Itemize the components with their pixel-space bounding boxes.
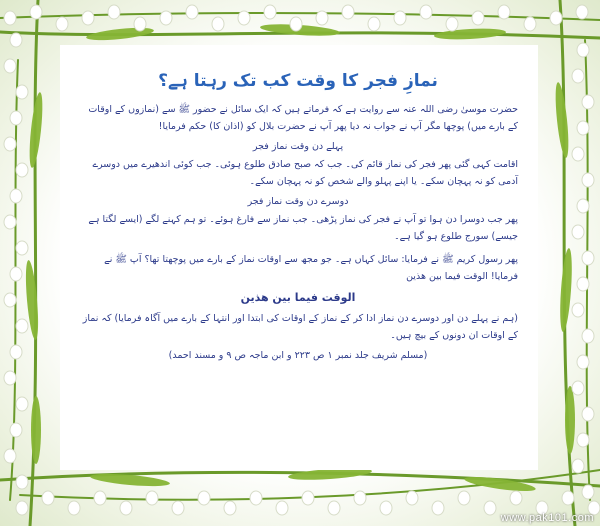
flower-bud (146, 491, 158, 505)
flower-bud (582, 407, 594, 421)
paragraph-intro: حضرت موسیٰ رضی اللہ عنہ سے روایت ہے کہ فرماتے ہیں کہ ایک سائل نے حضور ﷺ سے (نمازوں کے اوقات کے بارے میں) پوچھا مگر آپ نے جواب نہ دیا پھر آپ نے حضرت بلال کو (اذان کا) حکم فرمایا! (88, 104, 518, 132)
flower-bud (186, 5, 198, 19)
flower-bud (582, 329, 594, 343)
paragraph-second-day: پھر جب دوسرا دن ہوا تو آپ نے فجر کی نماز پڑھی۔ جب نماز سے فارغ ہوئے۔ تو ہم کہنے لگے (ایسے لگتا ہے جیسے) سورج طلوع ہو گیا ہے۔ (88, 214, 518, 242)
flower-bud (4, 137, 16, 151)
flower-bud (582, 485, 594, 499)
flower-bud (212, 17, 224, 31)
article-body (78, 70, 518, 361)
flower-bud (10, 189, 22, 203)
flower-bud (472, 11, 484, 25)
flower-bud (172, 501, 184, 515)
flower-bud (4, 449, 16, 463)
flower-bud (10, 111, 22, 125)
flower-bud (577, 433, 589, 447)
flower-bud (406, 491, 418, 505)
flower-bud (572, 147, 584, 161)
flower-bud (572, 381, 584, 395)
flower-bud (577, 277, 589, 291)
flower-bud (394, 11, 406, 25)
flower-bud (264, 5, 276, 19)
flower-bud (16, 501, 28, 515)
flower-bud (582, 95, 594, 109)
flower-bud (238, 11, 250, 25)
flower-bud (224, 501, 236, 515)
flower-bud (342, 5, 354, 19)
flower-bud (56, 17, 68, 31)
flower-bud (572, 303, 584, 317)
flower-bud (577, 355, 589, 369)
flower-bud (550, 11, 562, 25)
flower-bud (16, 475, 28, 489)
flower-bud (10, 33, 22, 47)
flower-bud (160, 11, 172, 25)
flower-bud (4, 11, 16, 25)
flower-bud (368, 17, 380, 31)
subheading-first-day: پہلے دن وقت نماز فجر (252, 141, 344, 152)
flower-bud (16, 397, 28, 411)
flower-bud (498, 5, 510, 19)
flower-bud (572, 459, 584, 473)
flower-bud (30, 5, 42, 19)
flower-bud (10, 267, 22, 281)
flower-bud (250, 491, 262, 505)
flower-bud (4, 293, 16, 307)
flower-bud (562, 491, 574, 505)
flower-bud (16, 241, 28, 255)
flower-bud (108, 5, 120, 19)
flower-bud (354, 491, 366, 505)
flower-bud (134, 17, 146, 31)
subheading-second-day: دوسرے دن وقت نماز فجر (247, 196, 349, 207)
flower-bud (316, 11, 328, 25)
site-watermark: www.pak101.com (500, 512, 594, 524)
paragraph-first-day: اقامت کہی گئی پھر فجر کی نماز قائم کی۔ جب کہ صبح صادق طلوع ہوئی۔ جب کوئی اندھیرے میں دوسرے آدمی کو نہ پہچان سکے۔ یا اپنے پہلو والے شخص کو نہ پہچان سکے۔ (92, 159, 518, 187)
flower-bud (16, 163, 28, 177)
flower-bud (582, 251, 594, 265)
flower-bud (484, 501, 496, 515)
arabic-quote: الوقت فيما بين هذين (240, 291, 356, 304)
flower-bud (198, 491, 210, 505)
flower-bud (576, 5, 588, 19)
flower-bud (572, 69, 584, 83)
flower-bud (458, 491, 470, 505)
flower-bud (577, 43, 589, 57)
flower-bud (446, 17, 458, 31)
flower-bud (82, 11, 94, 25)
flower-bud (276, 501, 288, 515)
flower-bud (10, 423, 22, 437)
flower-bud (524, 17, 536, 31)
flower-bud (4, 371, 16, 385)
paragraph-question: پھر رسول کریم ﷺ نے فرمایا: سائل کہاں ہے۔ جو مجھ سے اوقات نماز کے بارے میں پوچھتا تھا؟ آپ ﷺ نے فرمایا! الوقت فیما بین ھذین (104, 254, 518, 282)
flower-bud (42, 491, 54, 505)
page-title: نمازِ فجر کا وقت کب تک رہتا ہے؟ (158, 71, 438, 91)
flower-bud (16, 85, 28, 99)
flower-bud (68, 501, 80, 515)
reference-citation: (مسلم شریف جلد نمبر ۱ ص ۲۲۳ و ابن ماجہ ص ۹ و مسند احمد) (168, 350, 428, 361)
flower-bud (577, 121, 589, 135)
flower-bud (10, 345, 22, 359)
flower-bud (4, 215, 16, 229)
flower-bud (328, 501, 340, 515)
flower-bud (380, 501, 392, 515)
flower-bud (582, 173, 594, 187)
flower-bud (572, 225, 584, 239)
flower-bud (510, 491, 522, 505)
flower-bud (4, 59, 16, 73)
flower-bud (577, 199, 589, 213)
paragraph-explanation: (ہم نے پہلے دن اور دوسرے دن نماز ادا کر کے نماز کے اوقات کی ابتدا اور انتہا کے بارے میں آگاہ فرمایا) کہ نماز کے اوقات ان دونوں کے بیچ ہیں۔ (82, 313, 518, 341)
flower-bud (94, 491, 106, 505)
flower-bud (302, 491, 314, 505)
flower-bud (290, 17, 302, 31)
flower-bud (16, 319, 28, 333)
flower-bud (120, 501, 132, 515)
flower-bud (420, 5, 432, 19)
flower-bud (432, 501, 444, 515)
